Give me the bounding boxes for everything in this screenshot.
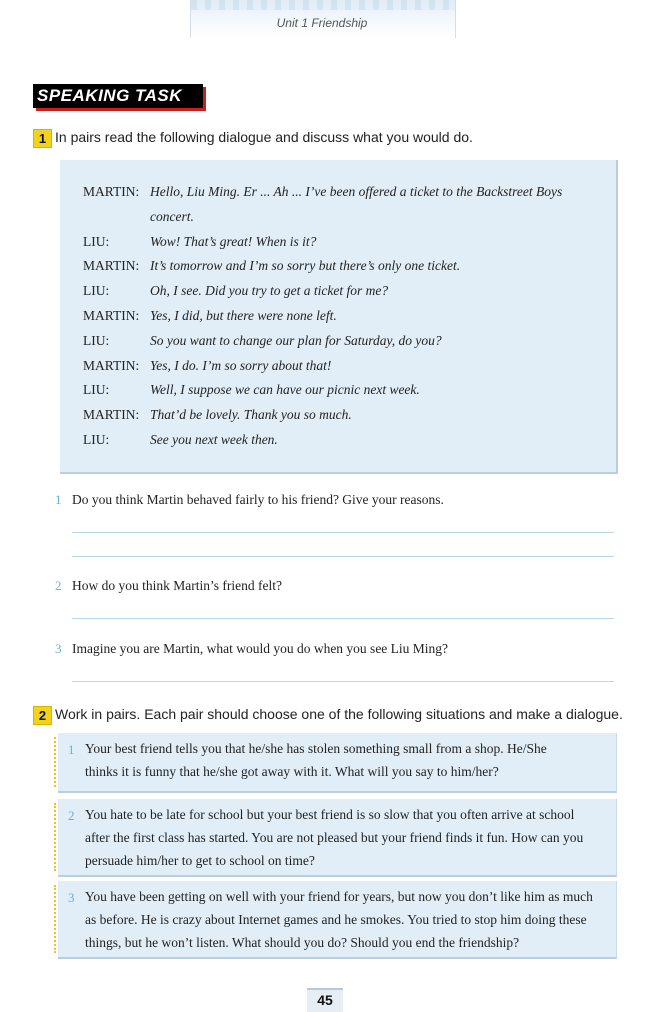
dialogue-speaker: MARTIN: [83,357,140,373]
dialogue-speaker: LIU: [83,283,110,299]
question-number: 1 [55,492,62,507]
situation-box [58,733,617,793]
situation-text: as before. He is crazy about Internet games and he smokes. You tried to stop him doing these [85,912,587,927]
task-2-number: 2 [33,706,52,725]
dialogue-text: It’s tomorrow and I’m so sorry but there’s only one ticket. [150,258,461,274]
situation-text: thinks it is funny that he/she got away with it. What will you say to him/her? [85,764,499,779]
dialogue-speaker: MARTIN: [83,258,140,274]
situation-box [58,881,617,959]
situation-text: things, but he won’t listen. What should you do? Should you end the friendship? [85,935,520,950]
situation-text: persuade him/her to get to school on time? [85,853,315,868]
situation-number: 2 [68,808,75,823]
section-title: SPEAKING TASK [37,86,183,105]
question-text: Imagine you are Martin, what would you do when you see Liu Ming? [72,641,449,656]
dialogue-speaker: LIU: [83,432,110,447]
dialogue-speaker: LIU: [83,382,110,398]
dialogue-speaker: MARTIN: [83,308,140,323]
answer-line[interactable] [72,681,614,682]
page-number: 45 [307,988,343,1012]
answer-line[interactable] [72,556,614,557]
situation-text: You have been getting on well with your friend for years, but now you don’t like him as much [85,889,593,904]
dialogue-text: See you next week then. [150,432,278,447]
dialogue-speaker: LIU: [83,233,110,249]
dialogue-speaker: LIU: [83,332,110,348]
dialogue-text: Wow! That’s great! When is it? [150,233,317,249]
task-1-instruction: In pairs read the following dialogue and discuss what you would do. [55,129,473,145]
dialogue-text: concert. [150,208,194,224]
answer-line[interactable] [72,532,614,533]
situation-text: after the first class has started. You are not pleased but your friend finds it fun. How can you [85,830,584,845]
situation-box [58,799,617,877]
dialogue-text: So you want to change our plan for Saturday, do you? [150,332,442,348]
task-1-number: 1 [33,129,52,148]
dialogue-text: That’d be lovely. Thank you so much. [150,407,352,423]
dialogue-text: Hello, Liu Ming. Er ... Ah ... I’ve been offered a ticket to the Backstreet Boys [150,184,563,199]
dialogue-text: Oh, I see. Did you try to get a ticket for me? [150,283,389,299]
dialogue-text: Yes, I do. I’m so sorry about that! [150,357,332,373]
section-title-tag [33,84,203,108]
situation-text: You hate to be late for school but your best friend is so slow that you often arrive at school [85,807,575,822]
task-2-instruction: Work in pairs. Each pair should choose one of the following situations and make a dialogue. [55,706,623,722]
dialogue-text: Yes, I did, but there were none left. [150,308,337,323]
situation-number: 3 [68,890,75,905]
answer-line[interactable] [72,618,614,619]
situation-text: Your best friend tells you that he/she has stolen something small from a shop. He/She [85,741,547,756]
dialogue-text: Well, I suppose we can have our picnic next week. [150,382,420,398]
question-number: 3 [55,641,62,656]
question-text: How do you think Martin’s friend felt? [72,578,282,593]
situation-number: 1 [68,742,75,757]
question-text: Do you think Martin behaved fairly to his friend? Give your reasons. [72,492,444,507]
dialogue-speaker: MARTIN: [83,184,140,199]
question-number: 2 [55,578,62,593]
running-head: Unit 1 Friendship [276,16,368,30]
dialogue-speaker: MARTIN: [83,407,140,423]
